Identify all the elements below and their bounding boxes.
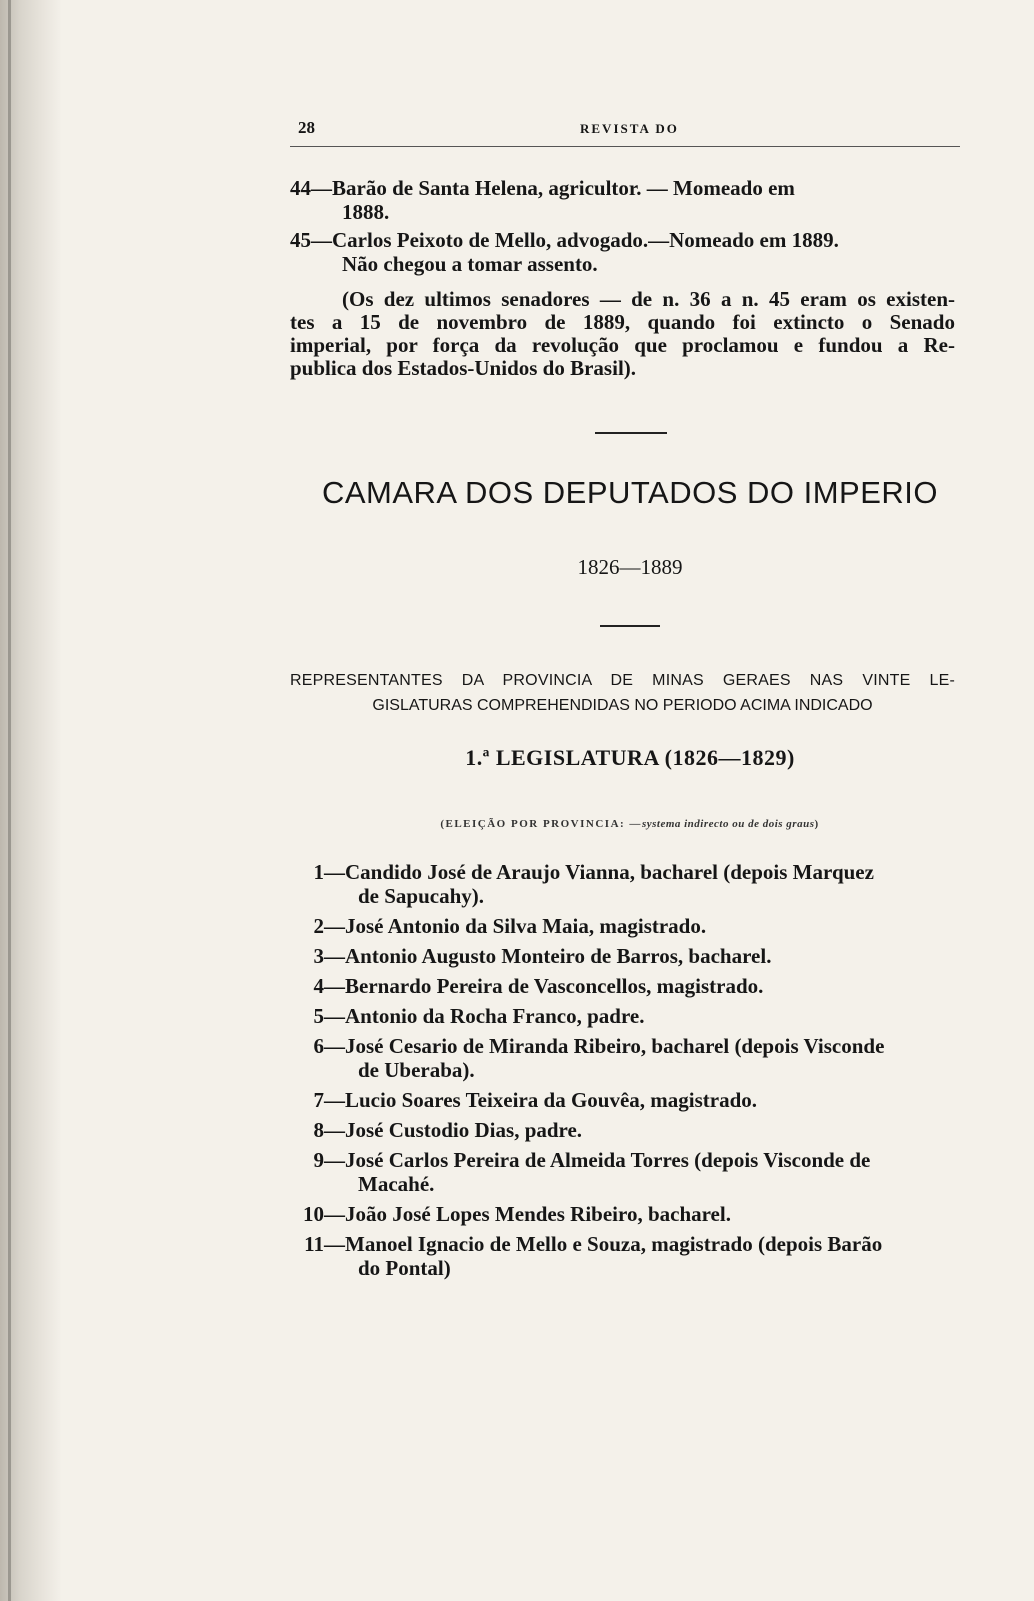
deputy-number: 7 (313, 1088, 324, 1112)
election-prefix: (ELEIÇÃO POR PROVINCIA: — (440, 818, 642, 830)
deputy-entry (290, 1118, 960, 1142)
deputy-entry (290, 1088, 960, 1112)
note-line: tes a 15 de novembro de 1889, quando foi extincto o Senado (290, 310, 955, 334)
senator-entry-45 (290, 228, 955, 276)
deputy-number: 2 (313, 914, 324, 938)
deputy-entry (290, 860, 960, 908)
deputy-text: —Antonio da Rocha Franco, padre. (324, 1004, 645, 1028)
election-system: systema indirecto ou de dois graus (641, 818, 815, 830)
deputy-number: 6 (313, 1034, 324, 1058)
chamber-title: CAMARA DOS DEPUTADOS DO IMPERIO (321, 475, 939, 510)
deputy-number: 9 (313, 1148, 324, 1172)
deputy-number: 11 (304, 1232, 324, 1256)
deputy-text: —José Carlos Pereira de Almeida Torres (depois Visconde de (324, 1148, 871, 1172)
running-title: REVISTA DO (580, 121, 679, 136)
senator-entry-continuation: Não chegou a tomar assento. (342, 252, 598, 276)
deputy-entry (290, 1202, 960, 1226)
deputies-list (290, 860, 960, 1286)
binding-edge (8, 0, 11, 1601)
senators-note (290, 288, 955, 380)
deputy-number: 8 (313, 1118, 324, 1142)
deputy-text: —José Cesario de Miranda Ribeiro, bacharel (depois Visconde (324, 1034, 885, 1058)
deputy-number: 3 (313, 944, 324, 968)
page-number: 28 (298, 118, 315, 137)
deputy-continuation: Macahé. (358, 1172, 435, 1196)
deputy-entry (290, 944, 960, 968)
deputy-text: —Lucio Soares Teixeira da Gouvêa, magistrado. (324, 1088, 758, 1112)
election-note (290, 818, 970, 830)
deputy-text: —Antonio Augusto Monteiro de Barros, bacharel. (324, 944, 772, 968)
note-line: publica dos Estados-Unidos do Brasil). (290, 356, 637, 380)
deputy-number: 1 (313, 860, 324, 884)
deputy-entry (290, 1232, 960, 1280)
header-rule (290, 146, 960, 147)
running-head (290, 118, 960, 140)
senator-entry-line: 44—Barão de Santa Helena, agricultor. — Momeado em (290, 176, 795, 200)
deputy-continuation: de Uberaba). (358, 1058, 475, 1082)
senator-entry-line: 45—Carlos Peixoto de Mello, advogado.—Nomeado em 1889. (290, 228, 839, 252)
deputy-entry (290, 1148, 960, 1196)
deputy-text: —João José Lopes Mendes Ribeiro, bacharel. (324, 1202, 731, 1226)
period-range: 1826—1889 (577, 555, 683, 579)
note-line: (Os dez ultimos senadores — de n. 36 a n. 45 eram os existen- (342, 287, 955, 311)
senator-entry-44 (290, 176, 955, 224)
senator-entry-continuation: 1888. (342, 200, 390, 224)
election-suffix: ) (814, 818, 820, 830)
section-divider (595, 432, 667, 434)
deputy-continuation: do Pontal) (358, 1256, 451, 1280)
deputy-entry (290, 1004, 960, 1028)
section-divider (600, 625, 660, 627)
representatives-line: REPRESENTANTES DA PROVINCIA DE MINAS GERAES NAS VINTE LE- (290, 672, 955, 689)
deputy-text: —Candido José de Araujo Vianna, bacharel (depois Marquez (324, 860, 874, 884)
legislature-heading: 1.ª LEGISLATURA (1826—1829) (465, 745, 795, 770)
deputy-text: —José Custodio Dias, padre. (324, 1118, 583, 1142)
deputy-entry (290, 974, 960, 998)
deputy-entry (290, 914, 960, 938)
deputy-number: 4 (313, 974, 324, 998)
representatives-heading (290, 668, 955, 718)
note-line: imperial, por força da revolução que proclamou e fundou a Re- (290, 333, 955, 357)
page-binding-shadow (0, 0, 62, 1601)
deputy-continuation: de Sapucahy). (358, 884, 485, 908)
deputy-entry (290, 1034, 960, 1082)
deputy-text: —Bernardo Pereira de Vasconcellos, magistrado. (324, 974, 764, 998)
representatives-line: GISLATURAS COMPREHENDIDAS NO PERIODO ACIMA INDICADO (372, 697, 873, 714)
deputy-number: 10 (303, 1202, 324, 1226)
deputy-number: 5 (313, 1004, 324, 1028)
deputy-text: —Manoel Ignacio de Mello e Souza, magistrado (depois Barão (324, 1232, 883, 1256)
deputy-text: —José Antonio da Silva Maia, magistrado. (324, 914, 707, 938)
